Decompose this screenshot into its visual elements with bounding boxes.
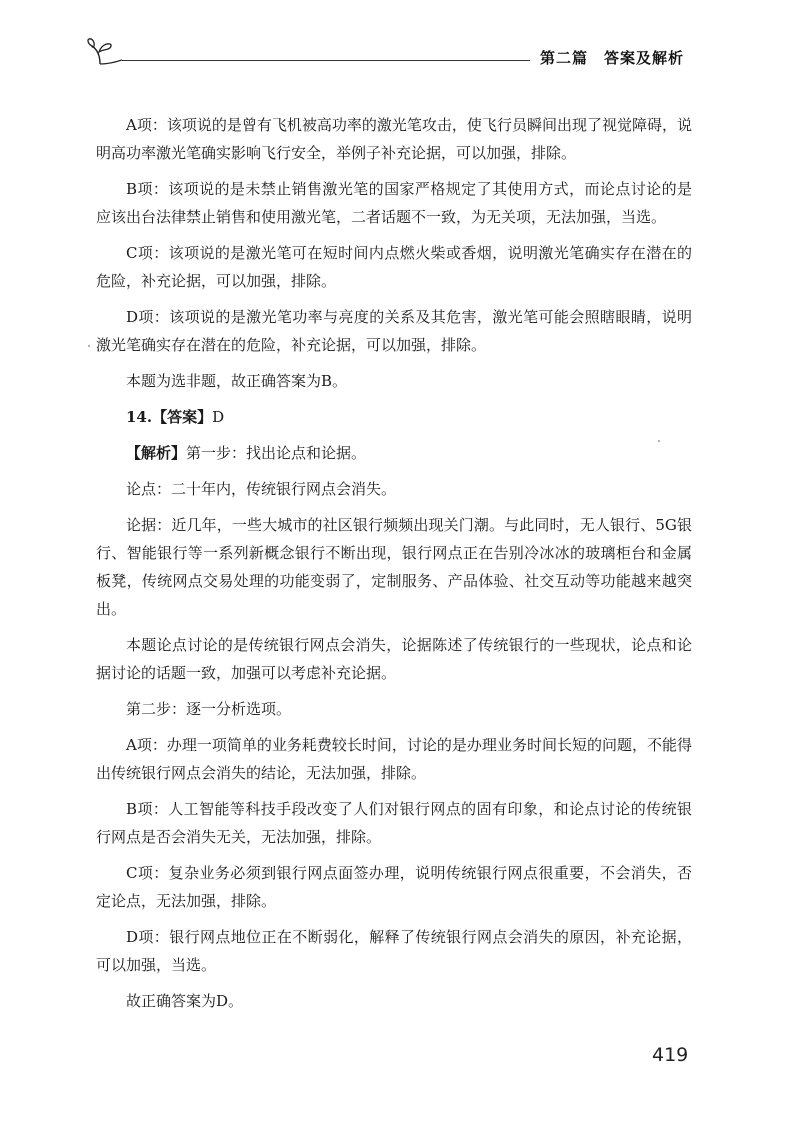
q14-step2: 第二步：逐一分析选项。: [126, 700, 292, 718]
header-rule: [122, 60, 530, 61]
q14-analysis-label: 【解析】: [126, 444, 187, 462]
q14-evidence: 论据：近几年，一些大城市的社区银行频频出现关门潮。与此同时，无人银行、5G银行、智能银行等一系列新概念银行不断出现，银行网点正在告别冷冰冰的玻璃柜台和金属板凳，传统网点交易处理的功能变弱了，定制服务、产品体验、社交互动等功能越来越突出。: [96, 516, 692, 618]
scan-speck: [658, 440, 660, 442]
option-c-analysis-q13: C项：该项说的是激光笔可在短时间内点燃火柴或香烟，说明激光笔确实存在潜在的危险，补充论据，可以加强，排除。: [96, 244, 692, 290]
q14-analysis-step1: 第一步：找出论点和论据。: [186, 444, 367, 462]
option-b-analysis-q14: B项：人工智能等科技手段改变了人们对银行网点的固有印象，和论点讨论的传统银行网点是否会消失无关，无法加强，排除。: [96, 800, 692, 846]
page-header: [0, 0, 800, 80]
option-d-analysis-q14: D项：银行网点地位正在不断弱化，解释了传统银行网点会消失的原因，补充论据，可以加强，当选。: [96, 928, 692, 974]
option-b-analysis-q13: B项：该项说的是未禁止销售激光笔的国家严格规定了其使用方式，而论点讨论的是应该出台法律禁止销售和使用激光笔，二者话题不一致，为无关项，无法加强，当选。: [96, 180, 692, 226]
answer-content: [96, 111, 692, 1023]
option-a-analysis-q13: A项：该项说的是曾有飞机被高功率的激光笔攻击，使飞行员瞬间出现了视觉障碍，说明高功率激光笔确实影响飞行安全，举例子补充论据，可以加强，排除。: [96, 116, 692, 162]
q14-answer-line: [96, 403, 692, 431]
q14-relation: 本题论点讨论的是传统银行网点会消失，论据陈述了传统银行的一些现状，论点和论据讨论的话题一致，加强可以考虑补充论据。: [96, 636, 692, 682]
section-title: 第二篇 答案及解析: [540, 49, 685, 67]
option-c-analysis-q14: C项：复杂业务必须到银行网点面签办理，说明传统银行网点很重要，不会消失，否定论点，无法加强，排除。: [96, 864, 692, 910]
q14-analysis-line: [96, 439, 692, 467]
q14-answer-value: D: [212, 408, 225, 426]
q13-conclusion: 本题为选非题，故正确答案为B。: [126, 372, 348, 390]
q14-answer-prefix: 14.【答案】: [126, 408, 213, 426]
option-a-analysis-q14: A项：办理一项简单的业务耗费较长时间，讨论的是办理业务时间长短的问题，不能得出传统银行网点会消失的结论，无法加强，排除。: [96, 736, 692, 782]
q14-conclusion: 故正确答案为D。: [126, 992, 244, 1010]
sprout-leaf-icon: [86, 38, 122, 66]
page-number: 419: [652, 1044, 689, 1066]
q14-thesis: 论点：二十年内，传统银行网点会消失。: [126, 480, 397, 498]
scan-speck: [88, 345, 90, 347]
option-d-analysis-q13: D项：该项说的是激光笔功率与亮度的关系及其危害，激光笔可能会照瞎眼睛，说明激光笔确实存在潜在的危险，补充论据，可以加强，排除。: [96, 308, 692, 354]
